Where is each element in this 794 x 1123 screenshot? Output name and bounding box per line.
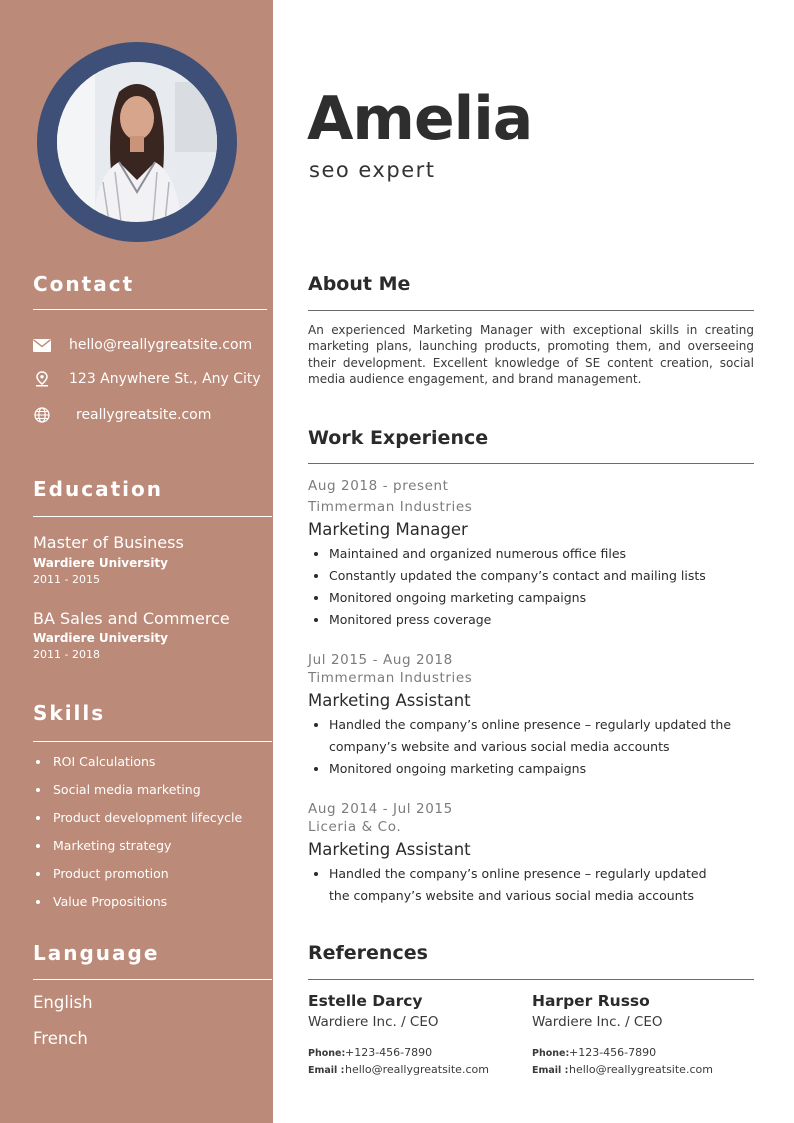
- references-heading: References: [308, 942, 428, 964]
- contact-address: 123 Anywhere St., Any City: [69, 371, 261, 387]
- contact-heading: Contact: [33, 272, 135, 296]
- reference-card: [532, 992, 752, 1080]
- skill-item: Social media marketing: [33, 780, 242, 808]
- education-heading: Education: [33, 477, 163, 501]
- reference-name: Estelle Darcy: [308, 992, 423, 1010]
- reference-phone[interactable]: +123-456-7890: [569, 1046, 657, 1059]
- education-years: 2011 - 2018: [33, 648, 100, 661]
- job-company: Liceria & Co.: [308, 819, 402, 835]
- email-label: Email :: [308, 1065, 345, 1076]
- references-divider: [308, 979, 754, 980]
- job-bullet: Monitored ongoing marketing campaigns: [308, 587, 754, 609]
- about-divider: [308, 310, 754, 311]
- reference-email-row: [308, 1063, 528, 1080]
- contact-email-row: [33, 335, 253, 355]
- job-title: Marketing Assistant: [308, 691, 471, 710]
- job-title: Marketing Assistant: [308, 840, 471, 859]
- job-date: Jul 2015 - Aug 2018: [308, 652, 453, 668]
- reference-phone[interactable]: +123-456-7890: [345, 1046, 433, 1059]
- profile-photo-ring: [37, 42, 237, 242]
- reference-phone-row: [308, 1046, 528, 1063]
- about-text: An experienced Marketing Manager with exceptional skills in creating marketing plans, launching products, promoting them, and overseeing their development. Excellent knowledge of SE content creation, social media audience engagement, and brand management.: [308, 323, 754, 386]
- job-bullet: Monitored press coverage: [308, 609, 754, 631]
- mail-icon: [33, 336, 51, 354]
- skill-item: Value Propositions: [33, 892, 242, 920]
- job-date: Aug 2014 - Jul 2015: [308, 801, 453, 817]
- skills-divider: [33, 741, 272, 742]
- candidate-role: seo expert: [309, 158, 436, 182]
- reference-email-row: [532, 1063, 752, 1080]
- job-bullet: Maintained and organized numerous office files: [308, 543, 754, 565]
- skills-heading: Skills: [33, 701, 106, 725]
- language-divider: [33, 979, 272, 980]
- reference-card: [308, 992, 528, 1080]
- education-degree: BA Sales and Commerce: [33, 609, 230, 628]
- reference-org: Wardiere Inc. / CEO: [308, 1014, 439, 1030]
- email-label: Email :: [532, 1065, 569, 1076]
- globe-icon: [33, 406, 51, 424]
- job-bullet: Handled the company’s online presence – regularly updated the company’s website and various social media accounts: [308, 863, 718, 907]
- work-heading: Work Experience: [308, 427, 489, 449]
- job-company: Timmerman Industries: [308, 499, 473, 515]
- skill-item: Product development lifecycle: [33, 808, 242, 836]
- language-heading: Language: [33, 941, 160, 965]
- education-divider: [33, 516, 272, 517]
- skill-item: Product promotion: [33, 864, 242, 892]
- job-company: Timmerman Industries: [308, 670, 473, 686]
- job-bullet: Handled the company’s online presence – regularly updated the company’s website and various social media accounts: [308, 714, 738, 758]
- sidebar: [0, 0, 273, 1123]
- candidate-name: Amelia: [307, 84, 533, 154]
- skill-item: ROI Calculations: [33, 752, 242, 780]
- reference-phone-row: [532, 1046, 752, 1063]
- job-bullets: [308, 863, 718, 907]
- reference-email[interactable]: hello@reallygreatsite.com: [345, 1063, 489, 1076]
- education-years: 2011 - 2015: [33, 573, 100, 586]
- contact-website[interactable]: reallygreatsite.com: [76, 407, 212, 423]
- skill-item: Marketing strategy: [33, 836, 242, 864]
- job-bullet: Constantly updated the company’s contact and mailing lists: [308, 565, 754, 587]
- reference-org: Wardiere Inc. / CEO: [532, 1014, 663, 1030]
- reference-name: Harper Russo: [532, 992, 650, 1010]
- about-heading: About Me: [308, 273, 411, 295]
- skills-list: [33, 752, 242, 920]
- reference-email[interactable]: hello@reallygreatsite.com: [569, 1063, 713, 1076]
- contact-email[interactable]: hello@reallygreatsite.com: [69, 337, 253, 353]
- job-bullets: [308, 714, 738, 780]
- work-divider: [308, 463, 754, 464]
- job-date: Aug 2018 - present: [308, 478, 449, 494]
- education-school: Wardiere University: [33, 631, 168, 645]
- education-degree: Master of Business: [33, 533, 184, 552]
- contact-address-row: [33, 369, 261, 389]
- phone-label: Phone:: [532, 1048, 570, 1059]
- contact-website-row: [33, 405, 212, 425]
- job-bullets: [308, 543, 754, 631]
- job-title: Marketing Manager: [308, 520, 468, 539]
- language-item: French: [33, 1029, 88, 1048]
- contact-divider: [33, 309, 267, 310]
- education-school: Wardiere University: [33, 556, 168, 570]
- profile-photo: [57, 62, 217, 222]
- phone-label: Phone:: [308, 1048, 346, 1059]
- job-bullet: Monitored ongoing marketing campaigns: [308, 758, 738, 780]
- location-pin-icon: [33, 370, 51, 388]
- language-item: English: [33, 993, 93, 1012]
